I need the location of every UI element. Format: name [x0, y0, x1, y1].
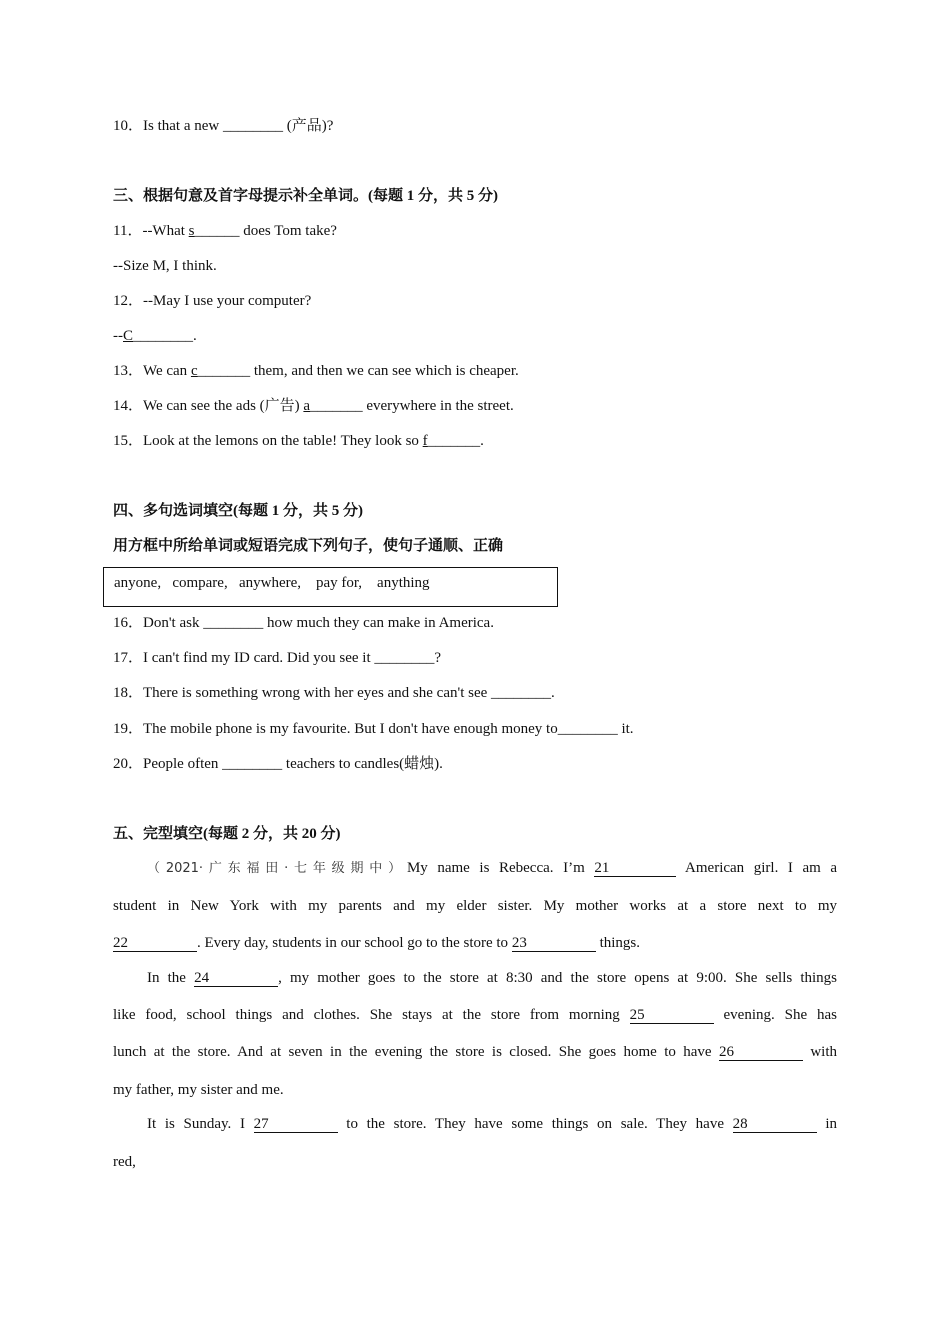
cloze-p3-line2: red,	[113, 1154, 136, 1170]
hint-letter: a	[303, 398, 311, 414]
hint-letter: c	[190, 363, 198, 379]
question-18: 18．There is something wrong with her eyes and she can't see ________.	[113, 685, 555, 701]
word-box-words: anyone, compare, anywhere, pay for, anything	[114, 575, 430, 591]
question-15: 15．Look at the lemons on the table! They look so f_______.	[113, 433, 484, 449]
cloze-p1-line2: student in New York with my parents and my elder sister. My mother works at a store next to my	[113, 898, 837, 914]
cloze-p1-line1: （2021·广东福田·七年级期中）My name is Rebecca. I’m 21 American girl. I am a	[147, 860, 838, 876]
question-11: 11．--What s______ does Tom take?	[113, 223, 337, 239]
question-11-answer: --Size M, I think.	[113, 258, 217, 274]
cloze-p2-line2: like food, school things and clothes. She stays at the store from morning 25 evening. She has	[113, 1007, 837, 1023]
source-note: （2021·广东福田·七年级期中）	[147, 861, 407, 876]
question-16: 16．Don't ask ________ how much they can make in America.	[113, 615, 494, 631]
section-5-heading: 五、完型填空(每题 2 分，共 20 分)	[113, 826, 341, 842]
cloze-p2-line3: lunch at the store. And at seven in the evening the store is closed. She goes home to have 26 with	[113, 1044, 838, 1060]
hint-letter: f	[422, 433, 428, 449]
cloze-p2-line1: In the 24 , my mother goes to the store at 8:30 and the store opens at 9:00. She sells things	[147, 970, 837, 986]
hint-letter: C	[123, 328, 134, 344]
blank-26: 26	[719, 1044, 803, 1061]
question-17: 17．I can't find my ID card. Did you see it ________?	[113, 650, 442, 666]
section-4-instruction: 用方框中所给单词或短语完成下列句子，使句子通顺、正确	[113, 538, 504, 554]
question-12-answer: --C________.	[113, 328, 197, 344]
word-box	[103, 567, 558, 607]
cloze-p2-line4: my father, my sister and me.	[113, 1082, 284, 1098]
question-19: 19．The mobile phone is my favourite. But I don't have enough money to________ it.	[113, 721, 634, 737]
blank-25: 25	[630, 1007, 714, 1024]
blank-21: 21	[594, 860, 676, 877]
question-14: 14．We can see the ads (广告) a_______ everywhere in the street.	[113, 398, 514, 414]
question-20: 20．People often ________ teachers to candles(蜡烛).	[113, 756, 443, 772]
question-13: 13．We can c_______ them, and then we can see which is cheaper.	[113, 363, 519, 379]
blank-23: 23	[512, 935, 596, 952]
blank-24: 24	[194, 970, 278, 987]
blank-27: 27	[254, 1116, 338, 1133]
blank-22: 22	[113, 935, 197, 952]
cloze-p1-line3: 22 . Every day, students in our school go to the store to 23 things.	[113, 935, 640, 951]
question-12: 12．--May I use your computer?	[113, 293, 312, 309]
blank-28: 28	[733, 1116, 817, 1133]
hint-letter: s	[188, 223, 195, 239]
cloze-p3-line1: It is Sunday. I 27 to the store. They have some things on sale. They have 28 in	[147, 1116, 837, 1132]
section-3-heading: 三、根据句意及首字母提示补全单词。(每题 1 分，共 5 分)	[113, 188, 498, 204]
question-10: 10．Is that a new ________ (产品)?	[113, 118, 334, 134]
section-4-heading: 四、多句选词填空(每题 1 分，共 5 分)	[113, 503, 363, 519]
